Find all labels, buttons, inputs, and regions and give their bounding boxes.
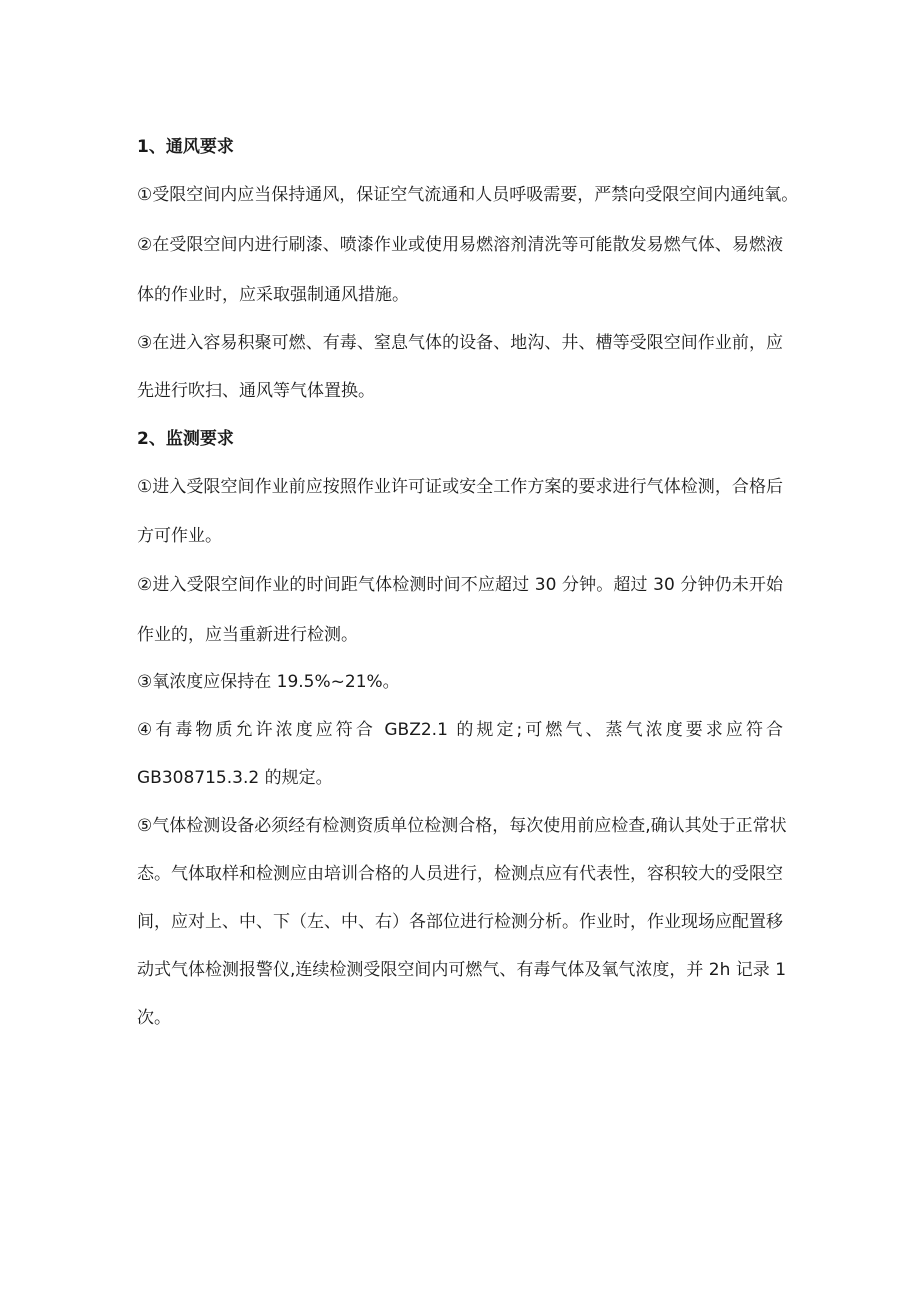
section2-item1-line2: 方可作业。 (137, 526, 222, 546)
section2-item3: ③氧浓度应保持在 19.5%~21%。 (137, 672, 400, 692)
section2-item5-line4: 动式气体检测报警仪,连续检测受限空间内可燃气、有毒气体及氧气浓度，并 2h 记录 1 (137, 960, 787, 980)
section2-item2-line1: ②进入受限空间作业的时间距气体检测时间不应超过 30 分钟。超过 30 分钟仍未开始 (137, 575, 783, 595)
section2-item5-line2: 态。气体取样和检测应由培训合格的人员进行，检测点应有代表性，容积较大的受限空 (137, 864, 783, 884)
section1-item3-line1: ③在进入容易积聚可燃、有毒、窒息气体的设备、地沟、井、槽等受限空间作业前，应 (137, 333, 783, 353)
section2-item5-line3: 间，应对上、中、下（左、中、右）各部位进行检测分析。作业时，作业现场应配置移 (137, 912, 783, 932)
section2-item4-line2: GB308715.3.2 的规定。 (137, 768, 333, 788)
section2-item4-line1: ④有毒物质允许浓度应符合 GBZ2.1 的规定;可燃气、蒸气浓度要求应符合 (137, 720, 783, 740)
section1-item1: ①受限空间内应当保持通风，保证空气流通和人员呼吸需要，严禁向受限空间内通纯氧。 (137, 185, 799, 205)
section2-item5-line1: ⑤气体检测设备必须经有检测资质单位检测合格，每次使用前应检查,确认其处于正常状 (137, 816, 787, 836)
section2-item2-line2: 作业的，应当重新进行检测。 (137, 625, 358, 645)
section2-item5-line5: 次。 (137, 1008, 171, 1028)
section2-heading: 2、监测要求 (137, 429, 234, 449)
section2-item1-line1: ①进入受限空间作业前应按照作业许可证或安全工作方案的要求进行气体检测，合格后 (137, 477, 783, 497)
section1-item2-line2: 体的作业时，应采取强制通风措施。 (137, 285, 409, 305)
section1-item3-line2: 先进行吹扫、通风等气体置换。 (137, 381, 375, 401)
section1-item2-line1: ②在受限空间内进行刷漆、喷漆作业或使用易燃溶剂清洗等可能散发易燃气体、易燃液 (137, 235, 783, 255)
section1-heading: 1、通风要求 (137, 137, 234, 157)
